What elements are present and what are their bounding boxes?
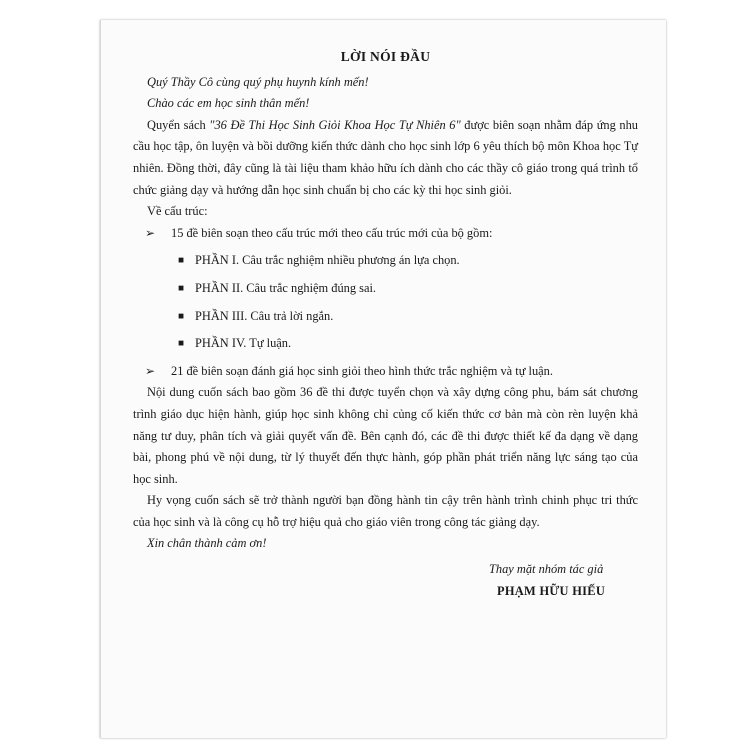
content-paragraph: Nội dung cuốn sách bao gồm 36 đề thi được tuyển chọn và xây dựng công phu, bám sát chương trình giáo dục hiện hành, giúp học sinh không chỉ củng cố kiến thức cơ bản mà còn rèn luyện khả năng tư duy, phân tích và giải quyết vấn đề. Bên cạnh đó, các đề thi được thiết kế đa dạng về dạng bài, phong phú về nội dung, từ lý thuyết đến thực hành, góp phần phát triển năng lực sáng tạo của học sinh. — [133, 385, 638, 486]
part-item-2 — [133, 278, 638, 300]
signature-name: PHẠM HỮU HIẾU — [497, 583, 606, 598]
square-bullet-icon: ■ — [178, 310, 185, 322]
signature-block — [489, 559, 649, 602]
structure-item-2 — [133, 361, 638, 383]
square-bullet-icon: ■ — [178, 255, 185, 267]
part-item-4 — [133, 333, 638, 355]
thanks-line: Xin chân thành cảm ơn! — [147, 536, 267, 551]
greeting-parents: Quý Thầy Cô cùng quý phụ huynh kính mến! — [147, 74, 369, 89]
square-bullet-icon: ■ — [178, 338, 185, 350]
structure-item-1-text: 15 đề biên soạn theo cấu trúc mới theo cấu trúc mới của bộ gồm: — [171, 225, 493, 240]
part-item-2-text: PHẦN II. Câu trắc nghiệm đúng sai. — [195, 280, 377, 295]
square-bullet-icon: ■ — [178, 282, 185, 294]
structure-item-2-text: 21 đề biên soạn đánh giá học sinh giỏi theo hình thức trắc nghiệm và tự luận. — [171, 363, 553, 378]
signature-area — [133, 555, 638, 607]
part-item-4-text: PHẦN IV. Tự luận. — [195, 336, 292, 351]
signature-role: Thay mặt nhóm tác giả — [489, 562, 604, 577]
part-item-3-text: PHẦN III. Câu trả lời ngắn. — [195, 308, 334, 323]
part-item-1-text: PHẦN I. Câu trắc nghiệm nhiều phương án lựa chọn. — [195, 253, 460, 268]
page-title: LỜI NÓI ĐẦU — [340, 49, 431, 64]
intro-paragraph — [133, 115, 638, 201]
greeting-students: Chào các em học sinh thân mến! — [147, 96, 310, 111]
preface-content — [133, 46, 638, 607]
arrowhead-bullet-icon: ➢ — [145, 225, 156, 240]
book-title: "36 Đề Thi Học Sinh Giỏi Khoa Học Tự Nhiên 6" — [209, 117, 461, 132]
structure-label: Về cấu trúc: — [147, 204, 208, 219]
intro-prefix: Quyển sách — [147, 117, 210, 132]
hope-paragraph: Hy vọng cuốn sách sẽ trở thành người bạn đồng hành tin cậy trên hành trình chinh phục tri thức của học sinh và là công cụ hỗ trợ hiệu quả cho giáo viên trong công tác giảng dạy. — [133, 493, 638, 529]
intro-suffix: được biên soạn nhằm đáp ứng nhu cầu học tập, ôn luyện và bồi dưỡng kiến thức dành cho học sinh lớp 6 yêu thích bộ môn Khoa học Tự nhiên. Đồng thời, đây cũng là tài liệu tham khảo hữu ích dành cho các thầy cô giáo trong quá trình tổ chức giảng dạy và hướng dẫn học sinh chuẩn bị cho các kỳ thi học sinh giỏi. — [133, 117, 639, 197]
part-item-3 — [133, 306, 638, 328]
document-page — [100, 20, 666, 738]
arrowhead-bullet-icon: ➢ — [145, 363, 156, 378]
part-item-1 — [133, 250, 638, 272]
structure-item-1 — [133, 223, 638, 245]
